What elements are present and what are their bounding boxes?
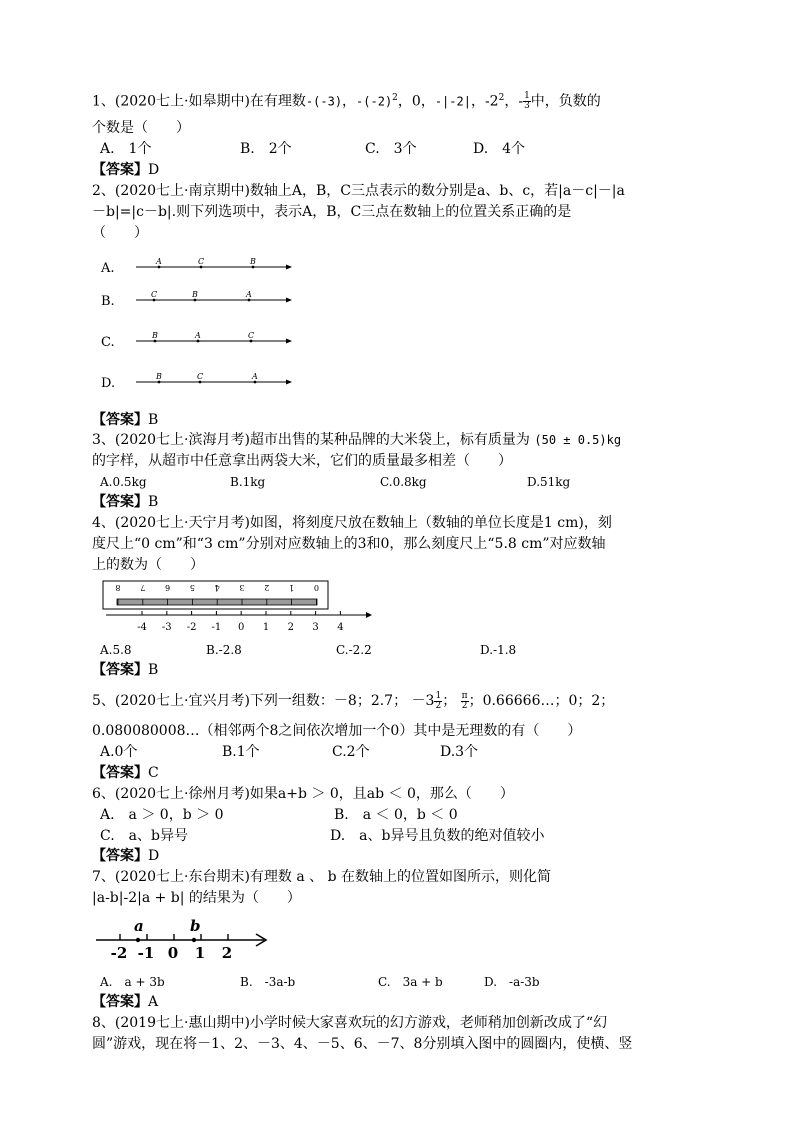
q4-axis-label: 1	[262, 622, 270, 633]
q4-axis-label: -1	[211, 622, 222, 633]
q7-answer	[92, 992, 158, 1012]
q2-point-dot	[154, 340, 157, 343]
q2-point-label: A	[195, 331, 201, 340]
answer-label: 【答案】	[92, 662, 148, 678]
q4-axis-label: -2	[186, 622, 197, 633]
q1-prefix: 1、(2020七上·如皋期中)在有理数	[92, 93, 306, 110]
q1-line-2: 个数是（ ）	[92, 120, 190, 136]
q2-point-dot	[153, 299, 156, 302]
q1-answer	[92, 160, 159, 180]
q4-axis-label: 3	[312, 622, 319, 633]
q4-line-2: 度尺上“0 cm”和“3 cm”分别对应数轴上的3和0，那么刻度尺上“5.8 cm”对应数轴	[92, 536, 606, 552]
q4-axis-label: 4	[337, 622, 344, 633]
q4-axis-arrow-icon	[366, 612, 372, 618]
q7-line-2: |a-b|-2|a + b| 的结果为（ ）	[92, 890, 301, 906]
q2-point-label: B	[192, 290, 198, 299]
q3-option-d: D.51kg	[527, 475, 571, 489]
q2-point-dot	[197, 340, 200, 343]
ruler-label: 3	[239, 583, 245, 592]
q5-option-b: B.1个	[222, 744, 260, 760]
ruler-label: 2	[264, 583, 270, 592]
q6-option-c: C. a、b异号	[100, 828, 188, 844]
q2-point-dot	[200, 266, 203, 269]
q5-line-2: 0.080080008…（相邻两个8之间依次增加一个0）其中是无理数的有（ ）	[92, 723, 582, 739]
q8-line-2: 圆”游戏，现在将－1、2、－3、4、－5、6、－7、8分别填入图中的圆圈内，使横、竖	[92, 1036, 633, 1052]
q7-point-b-dot	[192, 938, 196, 942]
answer-label: 【答案】	[92, 994, 148, 1010]
q1-option-c: C. 3个	[365, 141, 417, 157]
ruler-label: 1	[289, 583, 295, 592]
q5-mixed-num: 1	[435, 690, 442, 701]
q2-answer-value: B	[148, 412, 159, 428]
q6-option-a: A. a ＞ 0，b ＞ 0	[100, 807, 224, 823]
q7-option-b: B. -3a-b	[240, 975, 296, 989]
q2-line-3: （ ）	[92, 225, 148, 241]
q4-option-a: A.5.8	[100, 643, 132, 657]
q2-point-label: B	[152, 331, 158, 340]
ruler-label: 5	[189, 583, 195, 592]
ruler-label: 0	[313, 583, 319, 592]
q2-point-label: C	[248, 331, 255, 340]
q1-frac-den: 3	[524, 101, 530, 112]
q2-axis-arrow-icon	[286, 339, 292, 344]
q7-option-c: C. 3a + b	[378, 975, 443, 989]
q2-answer	[92, 410, 158, 430]
q2-axis-arrow-icon	[286, 265, 292, 270]
q5-mixed-den: 2	[435, 700, 442, 711]
q5-line-1-end: ；0.66666…；0；2；	[468, 693, 615, 709]
q3-line-1-text: 3、(2020七上·滨海月考)超市出售的某种品牌的大米袋上，标有质量为	[92, 432, 530, 448]
q6-option-d: D. a、b异号且负数的绝对值较小	[330, 828, 545, 844]
q4-axis-label: -3	[161, 622, 172, 633]
q1-expr-2: -(-2)	[356, 94, 393, 109]
q1-expr-3: ，0，	[397, 93, 435, 110]
q7-option-d: D. -a-3b	[484, 975, 540, 989]
answer-label: 【答案】	[92, 765, 148, 781]
q2-line-2: －b|=|c－b|.则下列选项中，表示A，B，C三点在数轴上的位置关系正确的是	[92, 204, 572, 220]
q4-axis-label: 2	[287, 622, 294, 633]
q1-expr-5: ，-2	[470, 93, 499, 110]
q6-answer	[92, 846, 159, 866]
q7-axis-label: 1	[194, 944, 206, 962]
q6-option-b: B. a ＜ 0，b ＜ 0	[334, 807, 458, 823]
q4-line-1: 4、(2020七上·天宁月考)如图，将刻度尺放在数轴上（数轴的单位长度是1 cm)，刻	[92, 515, 612, 531]
q5-mixed-whole: －3	[411, 693, 435, 709]
q7-option-a: A. a + 3b	[100, 975, 165, 989]
q3-spec: (50 ± 0.5)kg	[534, 433, 622, 447]
q1-frac-num: 1	[524, 91, 530, 102]
answer-label: 【答案】	[92, 162, 148, 178]
q2-axis-arrow-icon	[286, 298, 292, 303]
q2-point-label: C	[151, 290, 158, 299]
q2-line-1: 2、(2020七上·南京期中)数轴上A，B，C三点表示的数分别是a、b、c，若|a－c|－|a	[92, 183, 625, 199]
q2-point-dot	[254, 381, 257, 384]
q2-point-dot	[248, 299, 251, 302]
q2-point-label: C	[198, 257, 205, 266]
q2-point-label: C	[197, 372, 204, 381]
q5-answer-value: C	[148, 765, 159, 781]
q4-option-d: D.-1.8	[480, 643, 517, 657]
q7-answer-value: A	[148, 994, 159, 1010]
q5-answer	[92, 763, 159, 783]
q5-pi-num: π	[461, 690, 468, 701]
q4-answer-value: B	[148, 662, 159, 678]
q2-point-label: A	[156, 257, 162, 266]
q5-sep: ；	[442, 693, 457, 709]
q2-point-label: A	[252, 372, 258, 381]
q2-point-dot	[158, 266, 161, 269]
q2-point-dot	[250, 340, 253, 343]
q1-option-a: A. 1个	[100, 141, 152, 157]
answer-label: 【答案】	[92, 494, 148, 510]
q1-line-1	[92, 88, 601, 112]
q2-point-dot	[158, 381, 161, 384]
ruler-label: 4	[214, 583, 220, 592]
q3-answer-value: B	[148, 494, 159, 510]
ruler-label: 6	[165, 583, 171, 592]
q4-answer	[92, 660, 158, 680]
q4-ruler-figure	[96, 578, 376, 636]
q7-numberline-figure	[92, 918, 282, 964]
q3-option-b: B.1kg	[230, 475, 266, 489]
q7-point-b-label: b	[190, 918, 201, 935]
q2-point-label: B	[250, 257, 256, 266]
q5-line-1	[92, 688, 614, 714]
q8-line-1: 8、(2019七上·惠山期中)小学时候大家喜欢玩的幻方游戏，老师稍加创新改成了“幻	[92, 1015, 608, 1031]
q3-line-2: 的字样，从超市中任意拿出两袋大米，它们的质量最多相差（ ）	[92, 453, 512, 469]
q1-option-d: D. 4个	[473, 141, 526, 157]
q7-point-a-label: a	[134, 918, 144, 935]
q2-option-label: D.	[101, 376, 116, 391]
q1-suffix: 中，负数的	[530, 93, 601, 110]
q7-line-1: 7、(2020七上·东台期末)有理数 a 、 b 在数轴上的位置如图所示，则化简	[92, 869, 552, 885]
answer-label: 【答案】	[92, 848, 148, 864]
q1-expr-5-exp: 2	[498, 93, 505, 103]
q2-point-label: B	[156, 372, 162, 381]
q5-option-c: C.2个	[332, 744, 370, 760]
q1-sep: ，	[342, 93, 357, 110]
q4-axis-label: -4	[137, 622, 147, 633]
q2-point-dot	[252, 266, 255, 269]
q2-axis-arrow-icon	[286, 380, 292, 385]
q2-options-figure	[96, 248, 306, 408]
q1-option-b: B. 2个	[240, 141, 292, 157]
q7-axis-label: 2	[221, 944, 233, 962]
ruler-label: 8	[115, 583, 121, 592]
q1-fraction	[523, 92, 531, 111]
q6-answer-value: D	[148, 848, 160, 864]
q2-option-label: C.	[101, 335, 115, 350]
q3-option-a: A.0.5kg	[100, 475, 147, 489]
q3-answer	[92, 492, 158, 512]
q1-expr-2-exp: 2	[392, 93, 398, 103]
q7-point-a-dot	[136, 938, 140, 942]
q7-axis-label: -1	[137, 944, 155, 962]
q2-point-dot	[199, 381, 202, 384]
q5-pi-fraction	[461, 692, 469, 711]
q4-option-c: C.-2.2	[336, 643, 372, 657]
ruler-label: 7	[140, 583, 146, 592]
q5-pi-den: 2	[461, 700, 468, 711]
q3-option-c: C.0.8kg	[380, 475, 427, 489]
q7-axis-label: 0	[167, 944, 179, 962]
q1-answer-value: D	[148, 162, 160, 178]
q5-line-1-text: 5、(2020七上·宜兴月考)下列一组数：－8；2.7；	[92, 693, 408, 709]
q4-axis-label: 0	[238, 622, 245, 633]
q2-option-label: B.	[101, 294, 115, 309]
q4-option-b: B.-2.8	[206, 643, 242, 657]
q7-axis-label: -2	[110, 944, 128, 962]
q1-expr-1: -(-3)	[305, 94, 343, 109]
q4-line-3: 上的数为（ ）	[92, 557, 204, 573]
q2-point-label: A	[246, 290, 252, 299]
q2-option-label: A.	[101, 261, 115, 276]
q5-option-a: A.0个	[100, 744, 138, 760]
q5-option-d: D.3个	[440, 744, 479, 760]
q2-point-dot	[194, 299, 197, 302]
q1-expr-6-sign: ，-	[504, 93, 524, 110]
answer-label: 【答案】	[92, 412, 148, 428]
q1-expr-4: -|-2|	[434, 94, 471, 109]
q3-line-1	[92, 430, 621, 450]
q6-line-1: 6、(2020七上·徐州月考)如果a+b ＞ 0，且ab ＜ 0，那么（ ）	[92, 786, 514, 802]
